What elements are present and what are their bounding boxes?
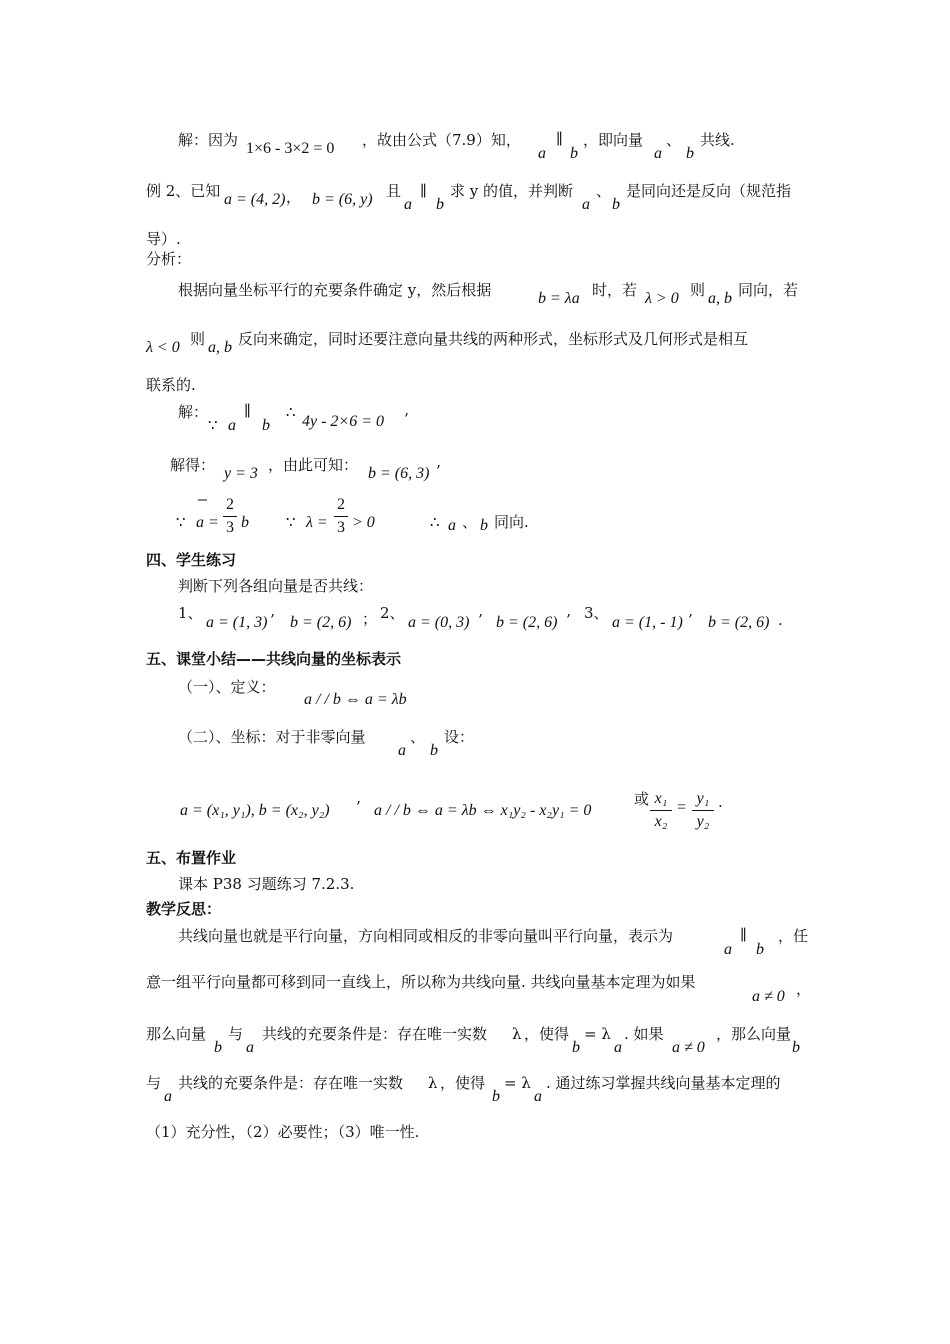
fraction-numerator: 2 [337,496,345,513]
text: 导）. [146,230,181,248]
formula: a = (1, - 1) [612,614,683,631]
separator: 、 [410,728,426,746]
fraction-bar [650,810,672,811]
section-heading: 五、布置作业 [146,849,237,867]
text: 判断下列各组向量是否共线： [178,577,374,595]
text: 则 [190,330,206,348]
formula: a = (1, 3) [206,614,268,631]
text: 同向，若 [738,281,799,299]
fraction-numerator: y₁ [696,790,710,807]
subsection-label: （一）、定义： [178,678,276,696]
text: （1）充分性，（2）必要性；（3）唯一性. [146,1123,420,1141]
formula: b = (2, 6) [290,614,352,631]
text: = λ [504,1074,531,1092]
formula: b = (6, y) [312,191,373,208]
vector-b: b [241,514,249,531]
semicolon: ； [362,610,378,628]
formula: a / / b ⇔ a = λb [304,691,407,708]
comma: ’ [404,410,409,428]
vector-a: a [404,196,412,213]
vector-a: a [246,1039,254,1056]
item-number: 2、 [380,604,405,622]
formula: a, b [208,339,232,356]
fraction [334,496,348,537]
fraction-denominator: y₂ [696,813,710,830]
item-number: 3、 [584,604,609,622]
text: 同向. [494,513,529,531]
text: ，那么向量 [716,1025,792,1043]
fraction-denominator: 3 [226,519,234,536]
period: . [778,611,783,629]
formula: λ > 0 [645,290,679,307]
text: = λ [584,1025,611,1043]
fraction [692,790,714,831]
formula: a ≠ 0 [752,988,785,1005]
text: 根据向量坐标平行的充要条件确定 y，然后根据 [178,281,492,299]
parallel-symbol: ∥ [740,926,747,944]
text: ，故由公式（7.9）知， [362,131,521,149]
comma: ， [286,188,302,206]
vector-a: a [614,1039,622,1056]
separator: 、 [666,131,682,149]
vector-b: b [612,196,620,213]
fraction-numerator: x₁ [654,790,668,807]
formula: a, b [708,290,732,307]
comma: ’ [436,462,441,480]
analysis-label: 分析： [146,250,192,268]
section-heading: 四、学生练习 [146,551,237,569]
section-heading: 五、课堂小结——共线向量的坐标表示 [146,650,402,668]
formula: b = λa [538,290,580,307]
vector-b: b [792,1039,800,1056]
text: . 通过练习掌握共线向量基本定理的 [546,1074,781,1092]
because-symbol: ∵ [176,513,186,531]
text: 共线的充要条件是：存在唯一实数 [178,1074,404,1092]
text: 与 [228,1025,244,1043]
formula: 1×6 - 3×2 = 0 [246,140,335,157]
vector-a: a [448,517,456,534]
vector-a: a [582,196,590,213]
arrow-marks: ⎯⎯ [198,493,205,506]
separator: 、 [596,182,612,200]
formula: a / / b ⇔ a = λb ⇔ x₁y₂ - x₂y₁ = 0 [374,802,592,819]
text: 共线的充要条件是：存在唯一实数 [262,1025,488,1043]
period: . [718,793,723,811]
text: 设： [444,728,475,746]
vector-a: a [228,417,236,434]
equals: = [677,799,687,816]
vector-b: b [686,145,694,162]
therefore-symbol: ∴ [430,513,440,531]
text: 共线向量也就是平行向量，方向相同或相反的非零向量叫平行向量，表示为 [178,927,674,945]
comma: ’ [566,611,571,629]
text: 共线. [700,131,735,149]
text: ，使得 [524,1025,570,1043]
fraction-denominator: x₂ [654,813,668,830]
fraction [650,790,672,831]
subsection-label: （二）、坐标：对于非零向量 [178,728,366,746]
vector-a: a [164,1088,172,1105]
text: 与 [146,1074,162,1092]
vector-a: a [398,742,406,759]
formula: λ = [306,514,328,531]
because-symbol: ∵ [286,513,296,531]
formula: a = [196,514,219,531]
separator: 、 [462,513,478,531]
vector-a: a [538,145,546,162]
therefore-symbol: ∴ [286,403,296,421]
formula: b = (2, 6) [496,614,558,631]
text: 是同向还是反向（规范指 [626,182,792,200]
comma: ’ [270,611,275,629]
formula: a ≠ 0 [672,1039,705,1056]
vector-b: b [570,145,578,162]
fraction [223,496,237,537]
text: 那么向量 [146,1025,207,1043]
fraction-denominator: 3 [337,519,345,536]
formula: 4y - 2×6 = 0 [302,413,385,430]
because-symbol: ∵ [208,416,218,434]
text: 意一组平行向量都可移到同一直线上，所以称为共线向量. 共线向量基本定理为如果 [146,973,696,991]
formula: > 0 [352,514,375,531]
comma: ’ [356,798,361,816]
text: 课本 P38 习题练习 7.2.3. [178,875,355,893]
formula: b = (6, 3) [368,465,430,482]
vector-b: b [430,742,438,759]
example-label: 例 2、已知 [146,182,221,200]
text: 时，若 [592,281,638,299]
text: . 如果 [624,1025,664,1043]
comma: ’ [478,611,483,629]
text: ，即向量 [583,131,644,149]
vector-a: a [724,941,732,958]
lambda-symbol: λ [428,1074,438,1092]
solution-label: 解：因为 [178,131,239,149]
formula: a = (x₁, y₁), b = (x₂, y₂) [180,802,330,819]
lambda-symbol: λ [512,1025,522,1043]
solution-label: 解： [178,403,209,421]
text: 或 [634,790,650,808]
item-number: 1、 [178,604,203,622]
fraction-bar [223,516,237,517]
formula: y = 3 [224,465,258,482]
text: 反向来确定，同时还要注意向量共线的两种形式，坐标形式及几何形式是相互 [238,330,749,348]
fraction-numerator: 2 [226,496,234,513]
vector-b: b [214,1039,222,1056]
formula: a = (4, 2) [224,191,286,208]
text: ，由此可知： [268,456,359,474]
fraction-bar [334,516,348,517]
vector-b: b [572,1039,580,1056]
comma: ’ [688,611,693,629]
parallel-symbol: ∥ [420,182,427,200]
vector-b: b [262,417,270,434]
fraction-bar [692,810,714,811]
formula: b = (2, 6) [708,614,770,631]
text: 则 [690,281,706,299]
formula: λ < 0 [146,339,180,356]
vector-b: b [756,941,764,958]
section-heading: 教学反思： [146,900,222,918]
text: ，任 [778,927,809,945]
vector-b: b [436,196,444,213]
vector-b: b [492,1088,500,1105]
text: 求 y 的值，并判断 [450,182,574,200]
parallel-symbol: ∥ [556,130,563,148]
parallel-symbol: ∥ [244,402,251,420]
vector-a: a [654,145,662,162]
text: 联系的. [146,376,196,394]
solve-label: 解得： [170,456,216,474]
text: ， [796,980,812,998]
text: 且 [386,182,402,200]
vector-a: a [534,1088,542,1105]
vector-b: b [480,517,488,534]
formula: a = (0, 3) [408,614,470,631]
text: ，使得 [440,1074,486,1092]
